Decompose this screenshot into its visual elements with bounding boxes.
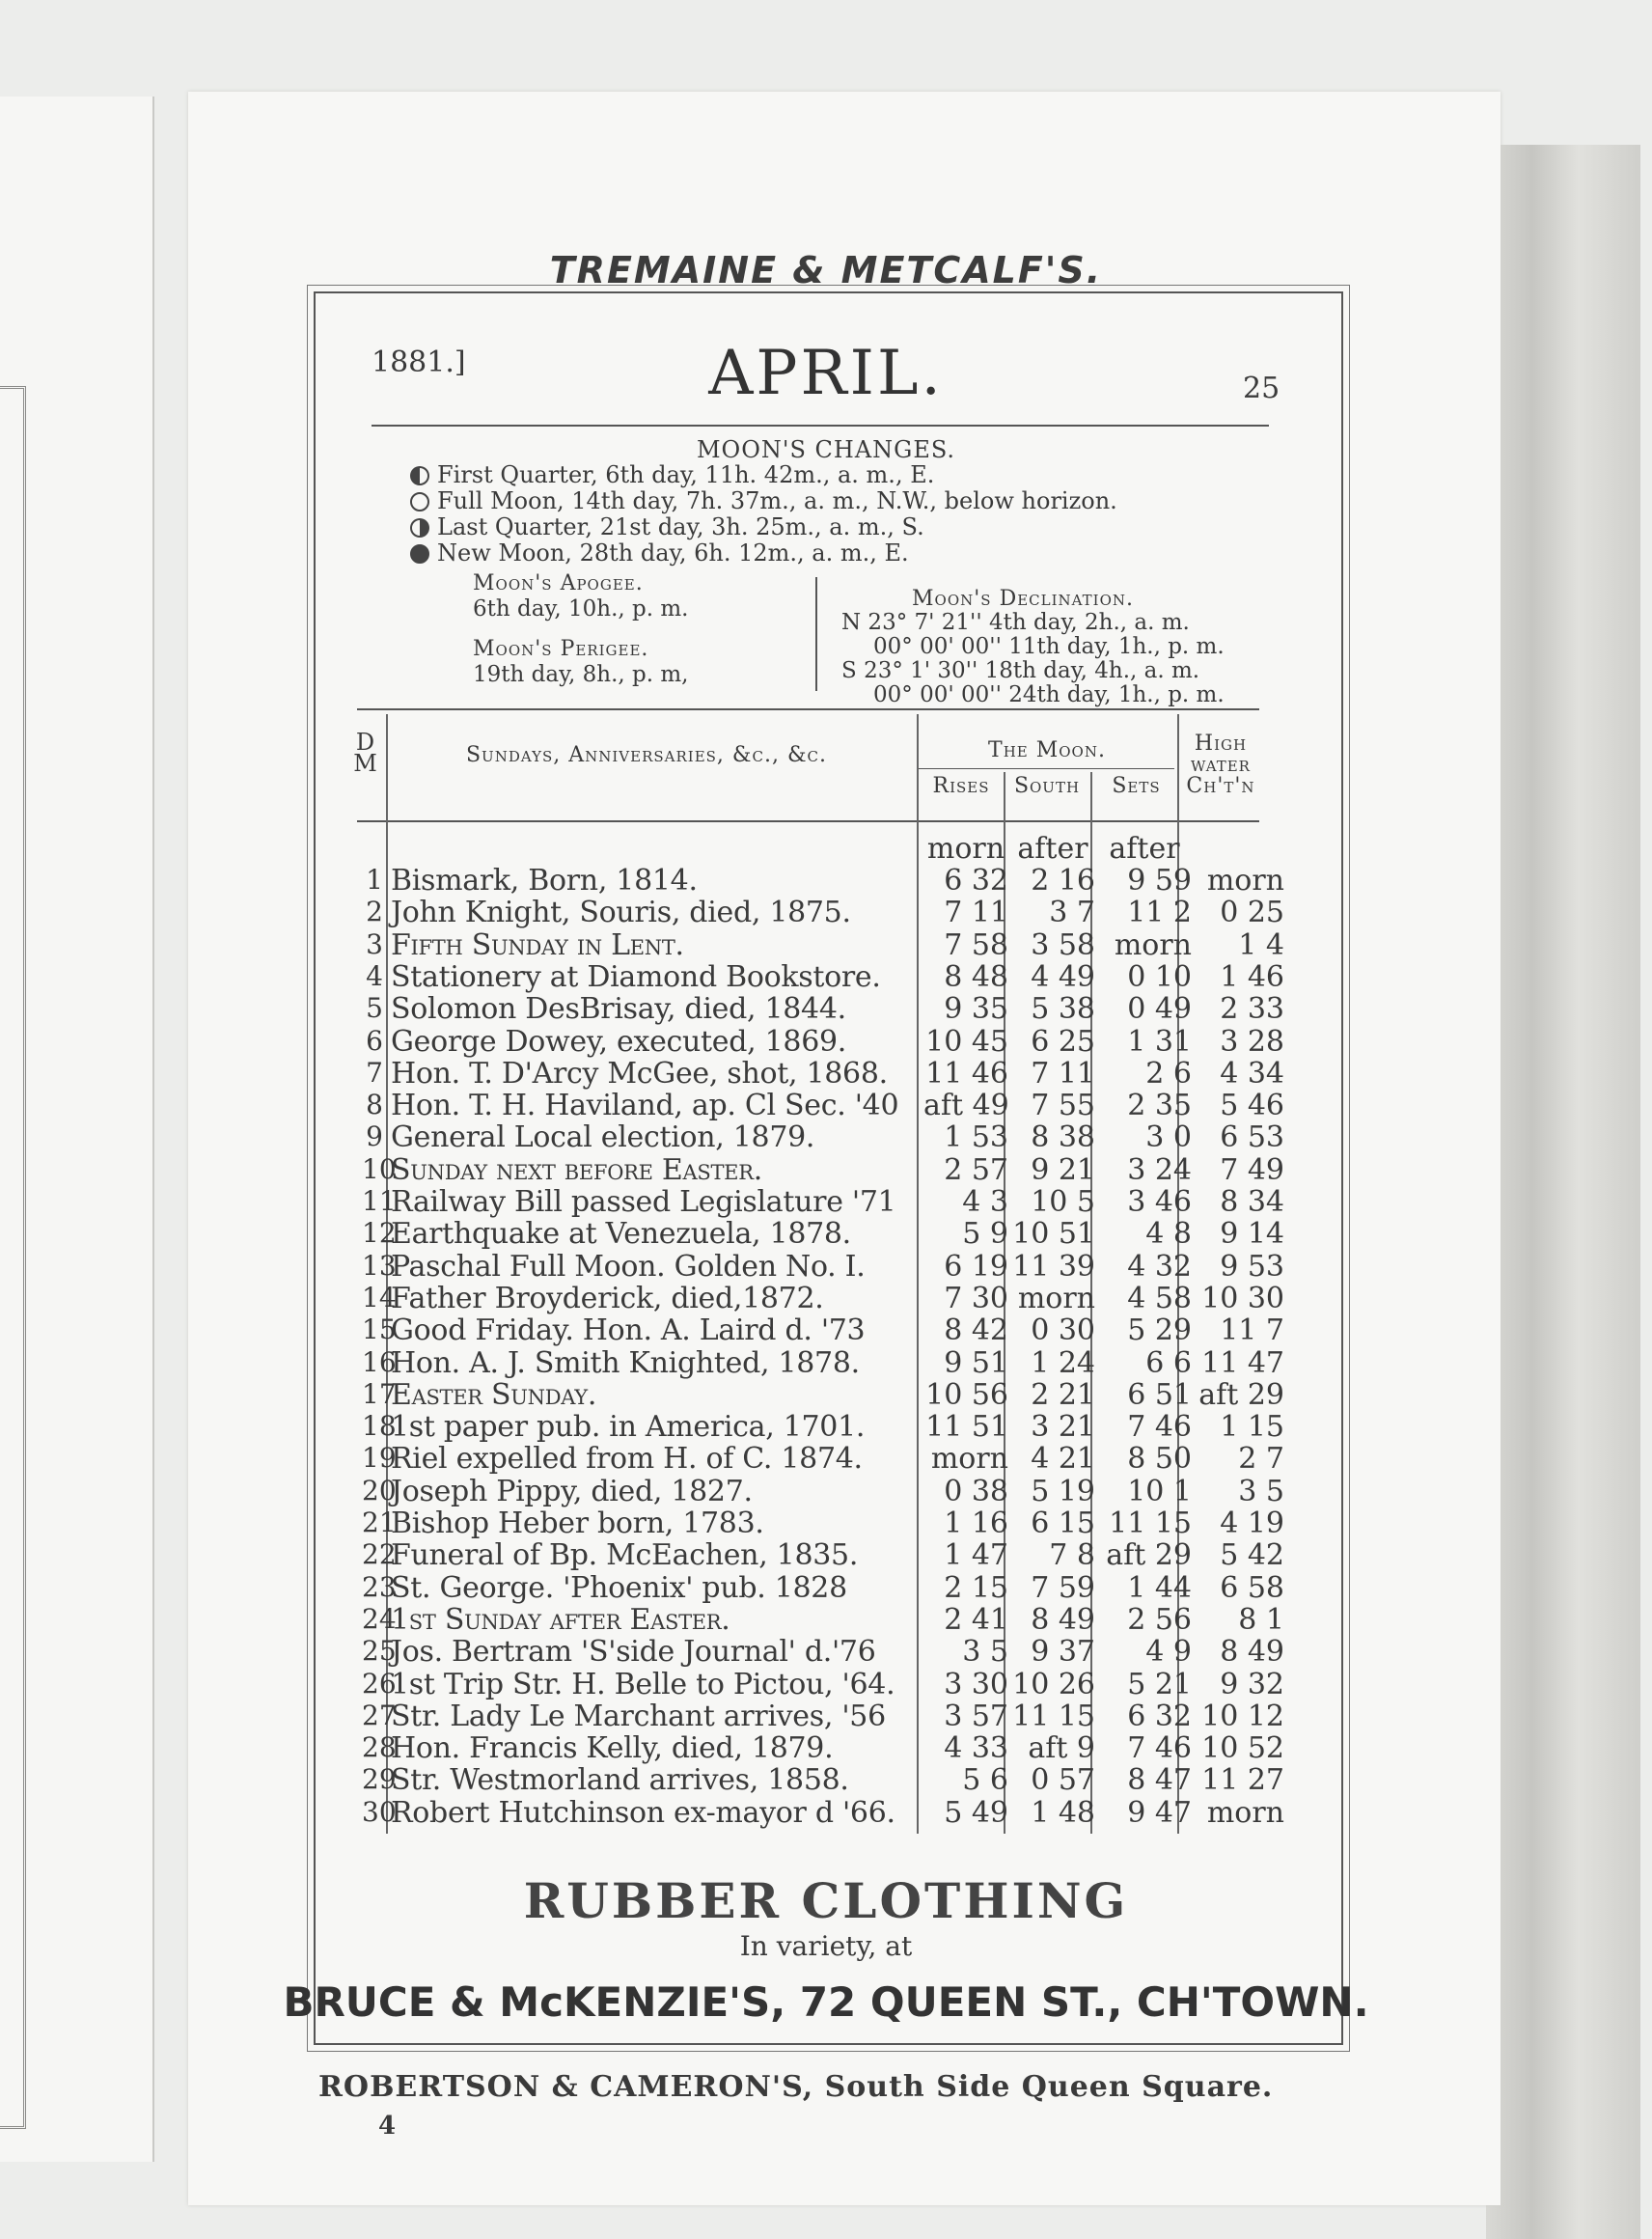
high-water: 0 25 bbox=[1220, 896, 1284, 930]
moon-rises: 5 6 bbox=[962, 1763, 1008, 1798]
event-text: Fifth Sunday in Lent. bbox=[391, 927, 684, 962]
moon-south: 5 38 bbox=[1031, 992, 1095, 1027]
event-text: Joseph Pippy, died, 1827. bbox=[391, 1474, 753, 1508]
moon-south: 10 5 bbox=[1031, 1185, 1095, 1219]
high-water: 1 4 bbox=[1238, 927, 1284, 962]
phase-text: New Moon, 28th day, 6h. 12m., a. m., E. bbox=[437, 539, 909, 567]
high-water: 4 34 bbox=[1220, 1056, 1284, 1091]
moon-south: 6 15 bbox=[1031, 1506, 1095, 1540]
moon-sets: 6 6 bbox=[1145, 1345, 1192, 1380]
moon-south: 3 58 bbox=[1031, 927, 1095, 962]
dm-header: D M bbox=[353, 729, 378, 777]
event-text: Easter Sunday. bbox=[391, 1377, 597, 1412]
month-title: APRIL. bbox=[708, 338, 944, 409]
rises-header: Rises bbox=[932, 774, 990, 798]
high-water: 8 34 bbox=[1220, 1185, 1284, 1219]
moon-sets: 9 59 bbox=[1127, 864, 1192, 898]
moon-header: The Moon. bbox=[988, 738, 1106, 762]
event-text: Robert Hutchinson ex-mayor d '66. bbox=[391, 1795, 895, 1830]
new-moon-icon bbox=[410, 544, 429, 564]
phase-text: First Quarter, 6th day, 11h. 42m., a. m., E. bbox=[437, 461, 935, 488]
footer-advert: ROBERTSON & CAMERON'S, South Side Queen Square. bbox=[318, 2070, 1274, 2104]
table-row bbox=[362, 1217, 1288, 1254]
table-row bbox=[362, 1668, 1288, 1704]
high-water: 5 42 bbox=[1220, 1538, 1284, 1573]
moon-rises: 1 53 bbox=[944, 1120, 1008, 1155]
phase-first-quarter bbox=[410, 461, 934, 488]
day-number: 3 bbox=[366, 927, 383, 960]
advert-store: BRUCE & McKENZIE'S, 72 QUEEN ST., CH'TOWN. bbox=[283, 1978, 1369, 2026]
event-text: Bishop Heber born, 1783. bbox=[391, 1506, 764, 1540]
high-water: 2 7 bbox=[1238, 1442, 1284, 1477]
high-water-header: High water Ch't'n bbox=[1186, 732, 1255, 798]
high-water: 10 30 bbox=[1201, 1281, 1284, 1315]
moon-sets: 11 2 bbox=[1127, 896, 1192, 930]
moon-rises: 2 57 bbox=[944, 1152, 1008, 1187]
table-row bbox=[362, 864, 1288, 900]
declination-heading: Moon's Declination. bbox=[912, 587, 1134, 611]
table-row bbox=[362, 1442, 1288, 1479]
first-quarter-icon bbox=[410, 466, 429, 485]
event-text: Solomon DesBrisay, died, 1844. bbox=[391, 992, 846, 1027]
moon-rises: 6 32 bbox=[944, 864, 1008, 898]
event-text: Riel expelled from H. of C. 1874. bbox=[391, 1442, 863, 1477]
table-row bbox=[362, 1057, 1288, 1093]
moon-rises: 11 51 bbox=[925, 1410, 1008, 1445]
header-rule bbox=[372, 425, 1269, 427]
moon-south: 11 15 bbox=[1012, 1699, 1095, 1733]
moon-sets: 0 49 bbox=[1127, 992, 1192, 1027]
table-row bbox=[362, 1153, 1288, 1190]
day-number: 14 bbox=[362, 1281, 397, 1313]
moon-rises: 5 49 bbox=[944, 1795, 1008, 1830]
moon-sets: 8 50 bbox=[1127, 1442, 1192, 1477]
moon-rises: 7 11 bbox=[944, 896, 1008, 930]
high-water: 11 7 bbox=[1220, 1313, 1284, 1348]
moon-south: 4 21 bbox=[1031, 1442, 1095, 1477]
moon-south: 2 16 bbox=[1031, 864, 1095, 898]
moon-rises: 8 48 bbox=[944, 959, 1008, 994]
high-water: 5 46 bbox=[1220, 1089, 1284, 1123]
moon-rises: 1 47 bbox=[944, 1538, 1008, 1573]
moon-sets: 4 58 bbox=[1127, 1281, 1192, 1315]
phase-text: Last Quarter, 21st day, 3h. 25m., a. m., S. bbox=[437, 513, 924, 540]
moon-south: 7 55 bbox=[1031, 1089, 1095, 1123]
moon-sets: 7 46 bbox=[1127, 1410, 1192, 1445]
declination-line: S 23° 1' 30'' 18th day, 4h., a. m. bbox=[841, 658, 1200, 683]
table-top-rule bbox=[357, 708, 1259, 710]
high-water: 3 28 bbox=[1220, 1024, 1284, 1059]
table-row bbox=[362, 1700, 1288, 1736]
moon-south: 9 37 bbox=[1031, 1635, 1095, 1670]
moon-south: 1 48 bbox=[1031, 1795, 1095, 1830]
year: 1881.] bbox=[372, 346, 466, 379]
high-water: 8 49 bbox=[1220, 1635, 1284, 1670]
high-water: 3 5 bbox=[1238, 1474, 1284, 1508]
event-text: St. George. 'Phoenix' pub. 1828 bbox=[391, 1570, 847, 1605]
table-row bbox=[362, 1763, 1288, 1800]
day-number: 13 bbox=[362, 1249, 397, 1282]
high-water: 10 52 bbox=[1201, 1731, 1284, 1766]
table-row bbox=[362, 928, 1288, 965]
phase-full-moon bbox=[410, 487, 1117, 514]
moon-sets: 9 47 bbox=[1127, 1795, 1192, 1830]
day-number: 23 bbox=[362, 1570, 397, 1603]
moon-rises: 10 56 bbox=[925, 1377, 1008, 1412]
moon-sets: 0 10 bbox=[1127, 959, 1192, 994]
events-header: Sundays, Anniversaries, &c., &c. bbox=[465, 743, 828, 767]
event-text: 1st paper pub. in America, 1701. bbox=[391, 1410, 866, 1445]
moon-south: 7 11 bbox=[1031, 1056, 1095, 1091]
moon-south: morn bbox=[1017, 1281, 1095, 1315]
table-row bbox=[362, 1571, 1288, 1608]
event-text: Father Broyderick, died,1872. bbox=[391, 1281, 824, 1315]
moon-rises: 11 46 bbox=[925, 1056, 1008, 1091]
day-number: 6 bbox=[366, 1024, 383, 1057]
event-text: Earthquake at Venezuela, 1878. bbox=[391, 1217, 851, 1252]
high-water: 11 47 bbox=[1201, 1345, 1284, 1380]
event-text: Jos. Bertram 'S'side Journal' d.'76 bbox=[391, 1635, 876, 1670]
table-row bbox=[362, 1313, 1288, 1350]
rises-note: morn bbox=[926, 832, 1005, 866]
moon-rises: 10 45 bbox=[925, 1024, 1008, 1059]
day-number: 30 bbox=[362, 1795, 397, 1828]
table-row bbox=[362, 1089, 1288, 1125]
apogee-heading: Moon's Apogee. bbox=[473, 571, 644, 595]
moon-south: 0 30 bbox=[1031, 1313, 1095, 1348]
day-number: 10 bbox=[362, 1152, 397, 1185]
high-water: 4 19 bbox=[1220, 1506, 1284, 1540]
table-row bbox=[362, 1120, 1288, 1157]
day-number: 4 bbox=[366, 959, 383, 992]
moon-south: 0 57 bbox=[1031, 1763, 1095, 1798]
signature-mark: 4 bbox=[378, 2112, 397, 2141]
moon-south: 6 25 bbox=[1031, 1024, 1095, 1059]
declination-line: 00° 00' 00'' 24th day, 1h., p. m. bbox=[873, 682, 1225, 707]
event-text: 1st Trip Str. H. Belle to Pictou, '64. bbox=[391, 1667, 895, 1701]
moon-sets: 3 24 bbox=[1127, 1152, 1192, 1187]
high-water: morn bbox=[1206, 1795, 1284, 1830]
moon-sets: 3 46 bbox=[1127, 1185, 1192, 1219]
moon-south: 5 19 bbox=[1031, 1474, 1095, 1508]
table-row bbox=[362, 1025, 1288, 1062]
moon-rises: 6 19 bbox=[944, 1249, 1008, 1284]
day-number: 18 bbox=[362, 1410, 397, 1443]
high-water: aft 29 bbox=[1198, 1377, 1284, 1412]
moon-rises: morn bbox=[930, 1442, 1008, 1477]
day-number: 1 bbox=[366, 864, 383, 896]
high-water: 9 14 bbox=[1220, 1217, 1284, 1252]
high-water: 6 58 bbox=[1220, 1570, 1284, 1605]
moon-south: 11 39 bbox=[1012, 1249, 1095, 1284]
moon-south: 3 21 bbox=[1031, 1410, 1095, 1445]
sets-header: Sets bbox=[1112, 774, 1161, 798]
high-water: 1 15 bbox=[1220, 1410, 1284, 1445]
table-row bbox=[362, 1282, 1288, 1318]
moon-south: 3 7 bbox=[1049, 896, 1095, 930]
moon-south: 10 51 bbox=[1012, 1217, 1095, 1252]
day-number: 21 bbox=[362, 1506, 397, 1538]
table-header-rule bbox=[357, 820, 1259, 822]
phase-last-quarter bbox=[410, 513, 924, 540]
moon-changes-title: MOON'S CHANGES. bbox=[696, 436, 956, 463]
event-text: Railway Bill passed Legislature '71 bbox=[391, 1185, 896, 1219]
day-number: 29 bbox=[362, 1763, 397, 1796]
moon-sets: 4 9 bbox=[1145, 1635, 1192, 1670]
advert-subline: In variety, at bbox=[739, 1930, 913, 1962]
phase-new-moon bbox=[410, 539, 909, 567]
table-row bbox=[362, 1185, 1288, 1222]
moon-rises: aft 49 bbox=[923, 1089, 1009, 1123]
moon-south: 7 8 bbox=[1049, 1538, 1095, 1573]
event-text: Paschal Full Moon. Golden No. I. bbox=[391, 1249, 866, 1284]
event-text: Hon. T. H. Haviland, ap. Cl Sec. '40 bbox=[391, 1089, 899, 1123]
moon-rises: 2 15 bbox=[944, 1570, 1008, 1605]
day-number: 25 bbox=[362, 1635, 397, 1668]
moon-rises: 7 58 bbox=[944, 927, 1008, 962]
day-number: 27 bbox=[362, 1699, 397, 1731]
moon-sets: 6 51 bbox=[1127, 1377, 1192, 1412]
facing-page-border bbox=[0, 386, 26, 2129]
event-text: Hon. Francis Kelly, died, 1879. bbox=[391, 1731, 834, 1766]
event-text: John Knight, Souris, died, 1875. bbox=[391, 896, 851, 930]
south-note: after bbox=[1017, 832, 1088, 866]
event-text: Str. Westmorland arrives, 1858. bbox=[391, 1763, 849, 1798]
declination-line: 00° 00' 00'' 11th day, 1h., p. m. bbox=[873, 634, 1225, 659]
apogee-text: 6th day, 10h., p. m. bbox=[473, 596, 689, 622]
event-text: Good Friday. Hon. A. Laird d. '73 bbox=[391, 1313, 866, 1348]
moon-south: 8 38 bbox=[1031, 1120, 1095, 1155]
moon-south: 8 49 bbox=[1031, 1602, 1095, 1637]
high-water: morn bbox=[1206, 864, 1284, 898]
south-header: South bbox=[1013, 774, 1081, 798]
moon-south: aft 9 bbox=[1028, 1731, 1095, 1766]
last-quarter-icon bbox=[410, 518, 429, 538]
event-text: Stationery at Diamond Bookstore. bbox=[391, 959, 881, 994]
table-row bbox=[362, 1410, 1288, 1447]
high-water: 9 32 bbox=[1220, 1667, 1284, 1701]
moon-sets: 5 29 bbox=[1127, 1313, 1192, 1348]
moon-sets: 5 21 bbox=[1127, 1667, 1192, 1701]
moon-rises: 7 30 bbox=[944, 1281, 1008, 1315]
moon-sets: morn bbox=[1114, 927, 1192, 962]
moon-south: 10 26 bbox=[1012, 1667, 1095, 1701]
moon-rises: 8 42 bbox=[944, 1313, 1008, 1348]
moon-rises: 3 57 bbox=[944, 1699, 1008, 1733]
moon-sets: 1 44 bbox=[1127, 1570, 1192, 1605]
day-number: 24 bbox=[362, 1602, 397, 1635]
high-water: 1 46 bbox=[1220, 959, 1284, 994]
day-number: 15 bbox=[362, 1313, 397, 1346]
day-number: 22 bbox=[362, 1538, 397, 1571]
high-water: 11 27 bbox=[1201, 1763, 1284, 1798]
day-number: 8 bbox=[366, 1089, 383, 1121]
day-number: 5 bbox=[366, 992, 383, 1025]
day-number: 2 bbox=[366, 896, 383, 928]
moon-rises: 2 41 bbox=[944, 1602, 1008, 1637]
table-row bbox=[362, 960, 1288, 997]
moon-rises: 3 5 bbox=[962, 1635, 1008, 1670]
day-number: 28 bbox=[362, 1731, 397, 1764]
moon-rises: 3 30 bbox=[944, 1667, 1008, 1701]
moon-rises: 1 16 bbox=[944, 1506, 1008, 1540]
day-number: 26 bbox=[362, 1667, 397, 1700]
day-number: 16 bbox=[362, 1345, 397, 1378]
table-row bbox=[362, 1796, 1288, 1833]
table-row bbox=[362, 1538, 1288, 1575]
moon-sets: 6 32 bbox=[1127, 1699, 1192, 1733]
event-text: Str. Lady Le Marchant arrives, '56 bbox=[391, 1699, 886, 1733]
moon-south: 1 24 bbox=[1031, 1345, 1095, 1380]
moon-south: 9 21 bbox=[1031, 1152, 1095, 1187]
moon-sets: 1 31 bbox=[1127, 1024, 1192, 1059]
moon-sets: 3 0 bbox=[1145, 1120, 1192, 1155]
high-water: 10 12 bbox=[1201, 1699, 1284, 1733]
high-water: 7 49 bbox=[1220, 1152, 1284, 1187]
event-text: Funeral of Bp. McEachen, 1835. bbox=[391, 1538, 859, 1573]
day-number: 11 bbox=[362, 1185, 397, 1217]
moon-rises: 9 51 bbox=[944, 1345, 1008, 1380]
day-number: 19 bbox=[362, 1442, 397, 1475]
high-water: 6 53 bbox=[1220, 1120, 1284, 1155]
event-text: 1st Sunday after Easter. bbox=[391, 1602, 730, 1637]
table-row bbox=[362, 1506, 1288, 1543]
moon-sets: 11 15 bbox=[1109, 1506, 1192, 1540]
event-text: General Local election, 1879. bbox=[391, 1120, 815, 1155]
moon-sets: 2 35 bbox=[1127, 1089, 1192, 1123]
moon-sets: 10 1 bbox=[1127, 1474, 1192, 1508]
event-text: Sunday next before Easter. bbox=[391, 1152, 762, 1187]
table-row bbox=[362, 1250, 1288, 1286]
moon-rises: 4 3 bbox=[962, 1185, 1008, 1219]
moon-subheader-rule bbox=[919, 768, 1174, 769]
table-row bbox=[362, 1603, 1288, 1640]
moon-sets: 4 32 bbox=[1127, 1249, 1192, 1284]
event-text: George Dowey, executed, 1869. bbox=[391, 1024, 847, 1059]
table-row bbox=[362, 1346, 1288, 1383]
table-row bbox=[362, 1731, 1288, 1768]
table-row bbox=[362, 1635, 1288, 1672]
event-text: Bismark, Born, 1814. bbox=[391, 864, 698, 898]
table-row bbox=[362, 1475, 1288, 1511]
table-row bbox=[362, 896, 1288, 932]
event-text: Hon. T. D'Arcy McGee, shot, 1868. bbox=[391, 1056, 888, 1091]
moon-rises: 4 33 bbox=[944, 1731, 1008, 1766]
moon-rises: 9 35 bbox=[944, 992, 1008, 1027]
full-moon-icon bbox=[410, 492, 429, 511]
day-number: 17 bbox=[362, 1377, 397, 1410]
day-number: 9 bbox=[366, 1120, 383, 1153]
moon-sets: 2 56 bbox=[1127, 1602, 1192, 1637]
moon-south: 4 49 bbox=[1031, 959, 1095, 994]
moon-sets: 8 47 bbox=[1127, 1763, 1192, 1798]
page-number: 25 bbox=[1243, 372, 1280, 405]
declination-line: N 23° 7' 21'' 4th day, 2h., a. m. bbox=[841, 610, 1190, 635]
moon-rises: 5 9 bbox=[962, 1217, 1008, 1252]
high-water: 2 33 bbox=[1220, 992, 1284, 1027]
phase-text: Full Moon, 14th day, 7h. 37m., a. m., N.W., below horizon. bbox=[437, 487, 1117, 514]
moon-south: 2 21 bbox=[1031, 1377, 1095, 1412]
moon-sets: aft 29 bbox=[1106, 1538, 1192, 1573]
perigee-text: 19th day, 8h., p. m, bbox=[473, 662, 689, 687]
day-number: 12 bbox=[362, 1217, 397, 1250]
moon-sets: 7 46 bbox=[1127, 1731, 1192, 1766]
day-number: 20 bbox=[362, 1474, 397, 1506]
table-row bbox=[362, 992, 1288, 1029]
moon-info-divider bbox=[815, 577, 817, 691]
perigee-heading: Moon's Perigee. bbox=[473, 637, 649, 661]
moon-sets: 2 6 bbox=[1145, 1056, 1192, 1091]
high-water: 9 53 bbox=[1220, 1249, 1284, 1284]
event-text: Hon. A. J. Smith Knighted, 1878. bbox=[391, 1345, 860, 1380]
moon-rises: 0 38 bbox=[944, 1474, 1008, 1508]
moon-south: 7 59 bbox=[1031, 1570, 1095, 1605]
advert-headline: RUBBER CLOTHING bbox=[523, 1872, 1129, 1929]
moon-sets: 4 8 bbox=[1145, 1217, 1192, 1252]
table-row bbox=[362, 1378, 1288, 1415]
sets-note: after bbox=[1109, 832, 1180, 866]
running-head: TREMAINE & METCALF'S. bbox=[549, 249, 1103, 291]
high-water: 8 1 bbox=[1238, 1602, 1284, 1637]
day-number: 7 bbox=[366, 1056, 383, 1089]
